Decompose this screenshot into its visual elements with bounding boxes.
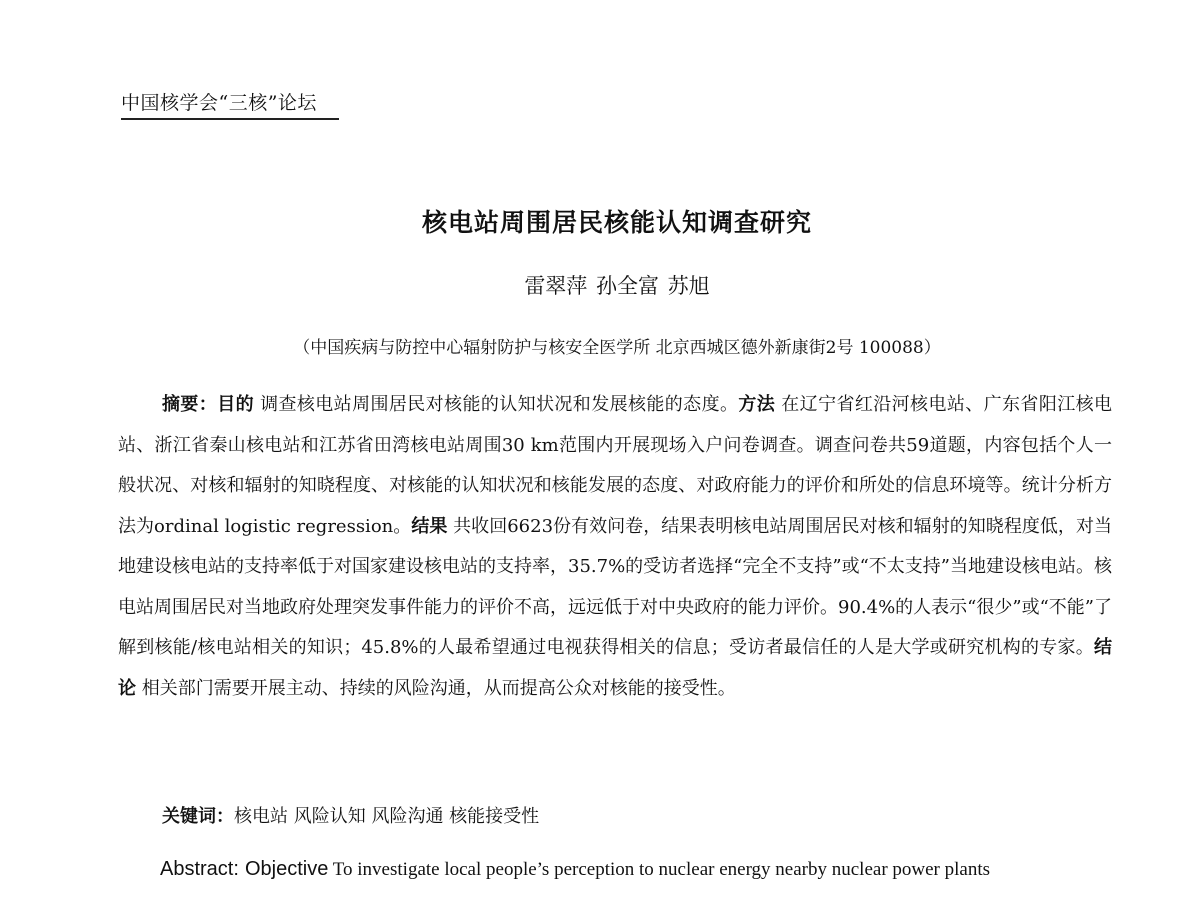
english-abstract-line (160, 858, 990, 881)
author-affiliation: （中国疾病与防控中心辐射防护与核安全医学所 北京西城区德外新康街2号 100088） (293, 338, 941, 358)
keywords-label: 关键词： (162, 806, 234, 827)
english-objective-label: Objective (244, 858, 329, 880)
method-label: 方法 (738, 394, 776, 415)
english-abstract-text: To investigate local people’s perception to nuclear energy nearby nuclear power plants (328, 859, 991, 880)
conclusion-text: 相关部门需要开展主动、持续的风险沟通，从而提高公众对核能的接受性。 (136, 677, 736, 699)
results-text: 共收回6623份有效问卷，结果表明核电站周围居民对核和辐射的知晓程度低，对当地建设核电站的支持率低于对国家建设核电站的支持率，35.7%的受访者选择“完全不支持”或“不太支持”当地建设核电站。核电站周围居民对当地政府处理突发事件能力的评价不高，远远低于对中央政府的能力评价。90.4%的人表示“很少”或“不能”了解到核能/核电站相关的知识；45.8%的人最希望通过电视获得相关的信息；受访者最信任的人是大学或研究机构的专家。 (118, 515, 1112, 658)
keywords-text: 核电站 风险认知 风险沟通 核能接受性 (234, 806, 540, 827)
article-title: 核电站周围居民核能认知调查研究 (421, 208, 812, 237)
journal-section-header: 中国核学会“三核”论坛 (121, 92, 317, 114)
chinese-abstract (118, 385, 1112, 709)
article-authors: 雷翠萍 孙全富 苏旭 (524, 274, 710, 298)
results-label: 结果 (411, 515, 448, 537)
header-underline (121, 118, 339, 120)
abstract-label: 摘要： (162, 394, 218, 415)
english-abstract-label: Abstract: (160, 858, 239, 880)
objective-label: 目的 (217, 394, 254, 415)
keywords-line (162, 802, 539, 828)
conclusion-label: 结论 (118, 637, 1112, 699)
method-text: 在辽宁省红沿河核电站、广东省阳江核电站、浙江省秦山核电站和江苏省田湾核电站周围30 km范围内开展现场入户问卷调查。调查问卷共59道题，内容包括个人一般状况、对核和辐射的知晓程度、对核能的认知状况和核能发展的态度、对政府能力的评价和所处的信息环境等。统计分析方法为ordinal logistic regression。 (118, 394, 1112, 537)
objective-text: 调查核电站周围居民对核能的认知状况和发展核能的态度。 (253, 394, 739, 415)
